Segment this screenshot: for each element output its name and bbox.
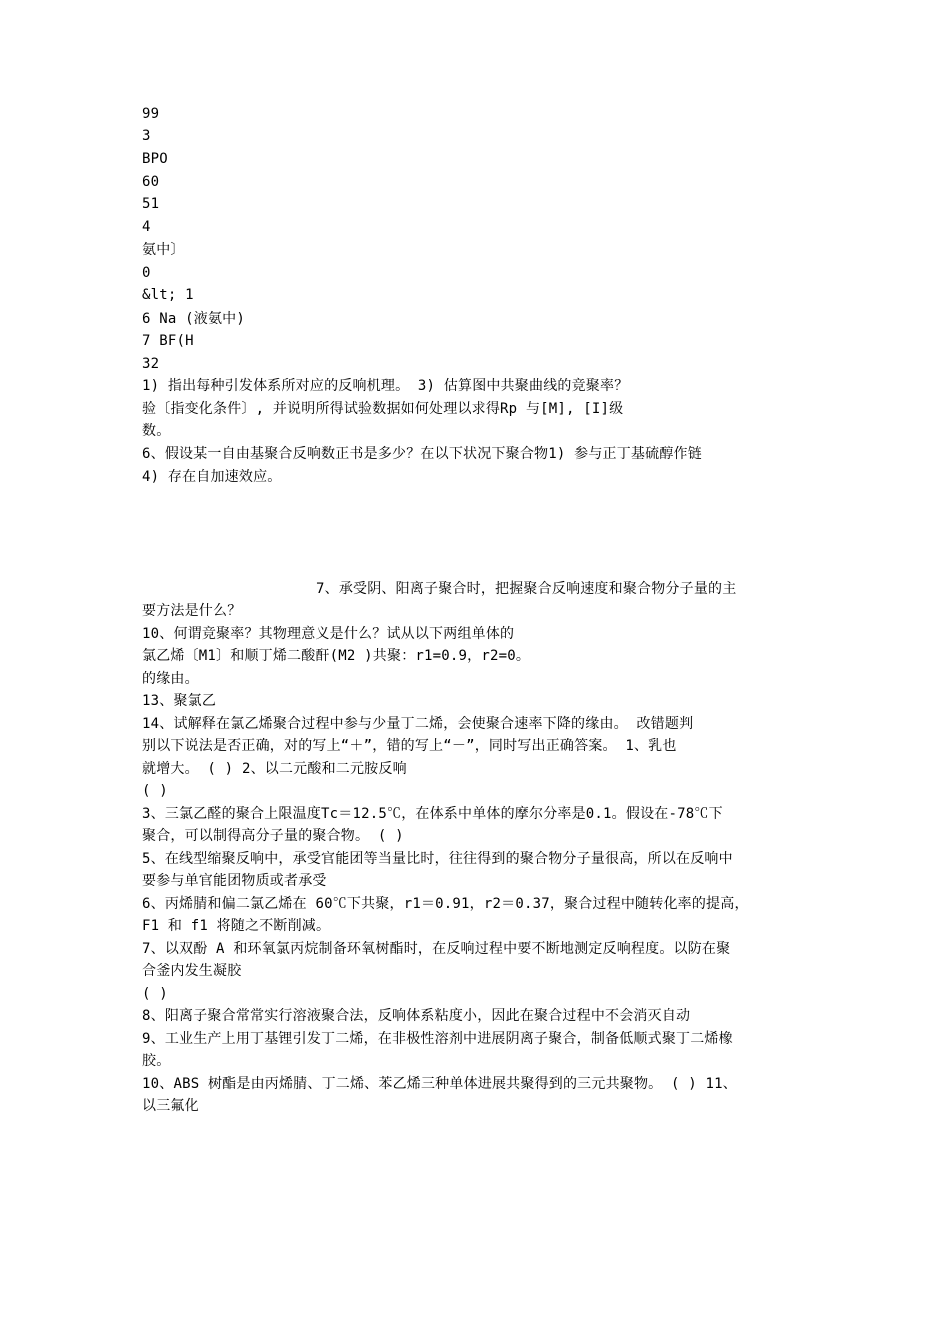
text-line: 4) 存在自加速效应。 (142, 469, 282, 485)
text-line: 验〔指变化条件〕, 并说明所得试验数据如何处理以求得Rp 与[M], [I]级 (142, 401, 624, 417)
text-line: 7、以双酚 A 和环氧氯丙烷制备环氧树酯时，在反响过程中要不断地测定反响程度。以防在聚 (142, 941, 731, 957)
text-line: 99 (142, 106, 160, 122)
text-line: 3、三氯乙醛的聚合上限温度Tc＝12.5℃，在体系中单体的摩尔分率是0.1。假设在-78℃下 (142, 806, 723, 822)
text-line: 以三氟化 (142, 1098, 199, 1114)
text-line: 1) 指出每种引发体系所对应的反响机理。 3) 估算图中共聚曲线的竞聚率？ (142, 378, 629, 394)
text-line: ( ) (142, 986, 168, 1002)
text-line: 3 (142, 128, 151, 144)
text-line: 要方法是什么？ (142, 603, 242, 619)
text-line: F1 和 f1 将随之不断削减。 (142, 918, 331, 934)
text-line: 10、何谓竞聚率？其物理意义是什么？试从以下两组单体的 (142, 626, 515, 642)
text-line: 就增大。 ( ) 2、以二元酸和二元胺反响 (142, 761, 407, 777)
text-line: 51 (142, 196, 160, 212)
text-line: 5、在线型缩聚反响中，承受官能团等当量比时，往往得到的聚合物分子量很高，所以在反响中 (142, 851, 733, 867)
text-line: 氯乙烯〔M1〕和顺丁烯二酸酐(M2 )共聚：r1=0.9，r2=0。 (142, 648, 531, 664)
text-line: 13、聚氯乙 (142, 693, 217, 709)
text-line: BPO (142, 151, 168, 167)
text-line: 9、工业生产上用丁基锂引发丁二烯，在非极性溶剂中进展阴离子聚合，制备低顺式聚丁二烯橡 (142, 1031, 733, 1047)
text-line: 的缘由。 (142, 671, 199, 687)
text-line: 要参与单官能团物质或者承受 (142, 873, 327, 889)
text-line: 4 (142, 219, 151, 235)
text-line: 聚合，可以制得高分子量的聚合物。 ( ) (142, 828, 404, 844)
text-line: 7 BF(H (142, 333, 194, 349)
text-line: ( ) (142, 783, 168, 799)
text-line: 别以下说法是否正确，对的写上“＋”，错的写上“－”，同时写出正确答案。 1、乳也 (142, 738, 677, 754)
text-line: 0 (142, 265, 151, 281)
text-line: 7、承受阴、阳离子聚合时，把握聚合反响速度和聚合物分子量的主 (316, 581, 737, 597)
text-line: 胶。 (142, 1053, 171, 1069)
text-line: 10、ABS 树酯是由丙烯腈、丁二烯、苯乙烯三种单体进展共聚得到的三元共聚物。 ( ) 11、 (142, 1076, 737, 1092)
text-line: 6 Na (液氨中) (142, 311, 246, 327)
text-line: 6、假设某一自由基聚合反响数正书是多少？在以下状况下聚合物1) 参与正丁基硫醇作链 (142, 446, 702, 462)
text-line: 氨中〕 (142, 242, 185, 258)
text-line: 60 (142, 174, 160, 190)
text-line: 8、阳离子聚合常常实行溶液聚合法，反响体系粘度小，因此在聚合过程中不会消灭自动 (142, 1008, 691, 1024)
text-line: 数。 (142, 423, 171, 439)
text-line: &lt; 1 (142, 287, 194, 303)
text-line: 合釜内发生凝胶 (142, 963, 242, 979)
text-line: 14、试解释在氯乙烯聚合过程中参与少量丁二烯，会使聚合速率下降的缘由。 改错题判 (142, 716, 694, 732)
text-line: 32 (142, 356, 160, 372)
text-line: 6、丙烯腈和偏二氯乙烯在 60℃下共聚，r1＝0.91，r2＝0.37，聚合过程中随转化率的提高， (142, 896, 749, 912)
